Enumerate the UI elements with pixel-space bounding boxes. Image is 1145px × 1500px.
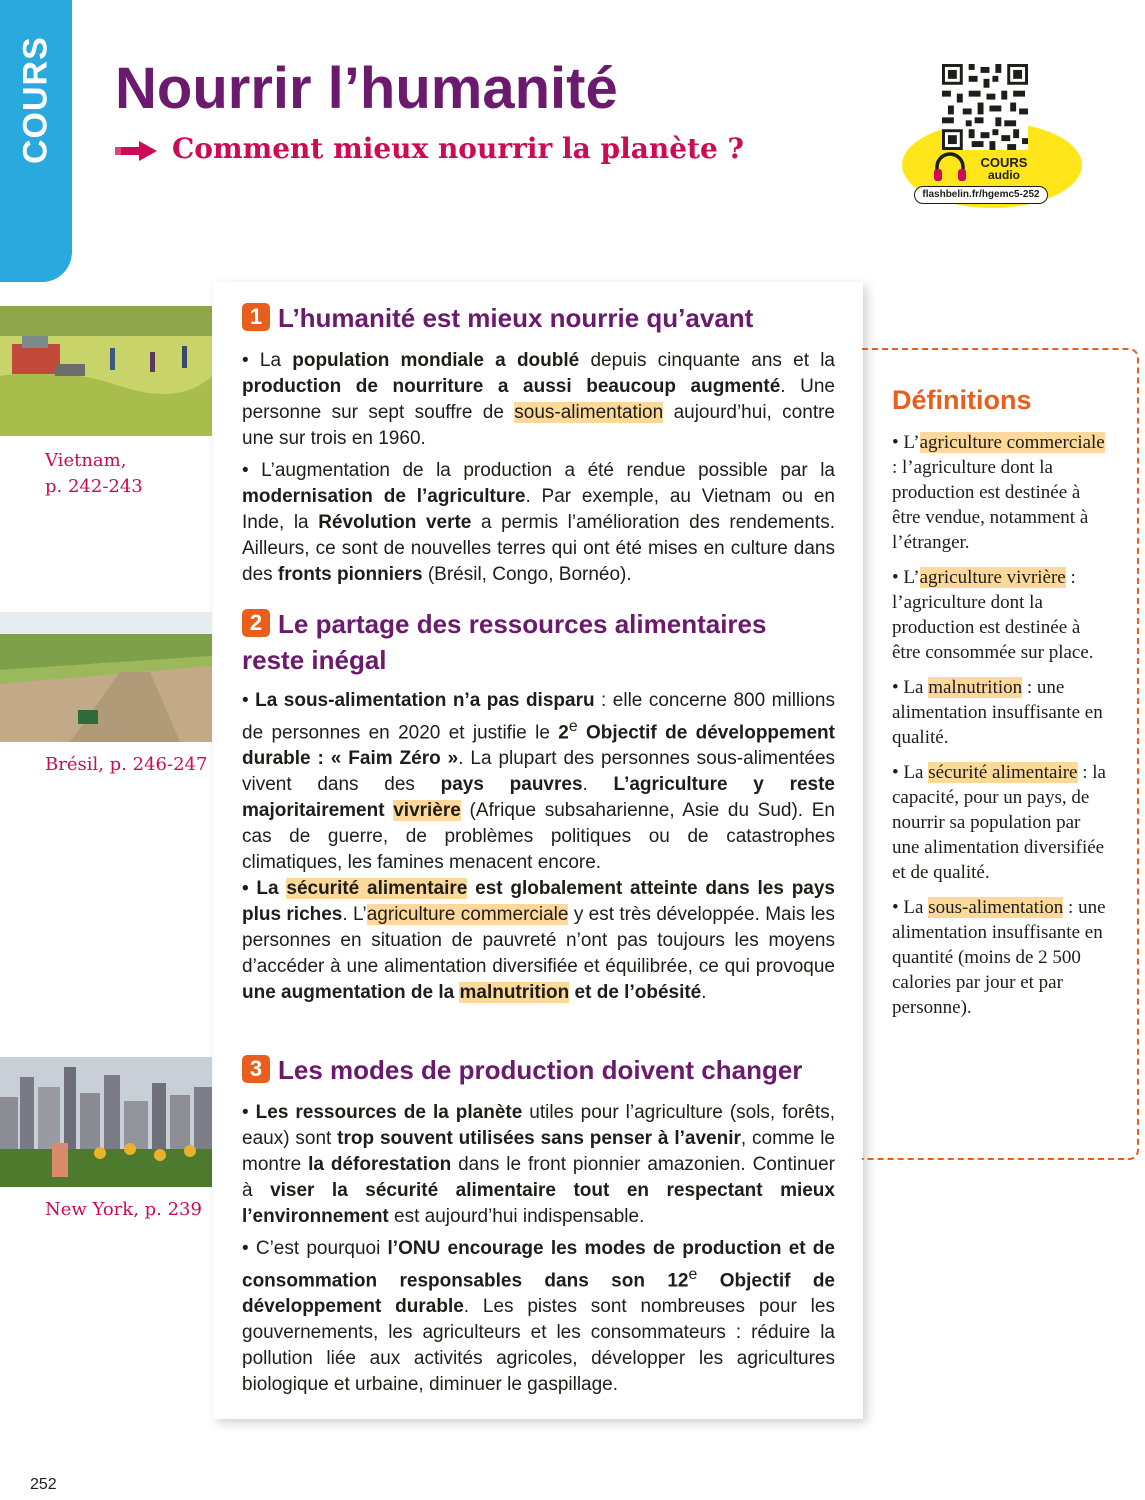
definitions-list <box>892 430 1112 1030</box>
section-2-title <box>242 606 842 678</box>
definition-term: sous-alimentation <box>928 897 1064 918</box>
term-malnutrition: malnutrition <box>459 982 570 1003</box>
section-3-title <box>242 1052 842 1088</box>
photo-newyork-urban-farm[interactable] <box>0 1057 212 1187</box>
page-subtitle: Comment mieux nourrir la planète ? <box>172 132 744 165</box>
section-2-title-line1: Le partage des ressources alimentaires <box>278 609 767 639</box>
term-agriculture-commerciale: agriculture commerciale <box>366 904 569 925</box>
audio-label-line1: COURS <box>980 155 1028 170</box>
definition-item: • La sécurité alimentaire : la capacité, pour un pays, de nourrir sa population par une alimentation diversifiée et de qualité. <box>892 762 1106 883</box>
section-2-number: 2 <box>242 609 270 637</box>
photo-bresil-field[interactable] <box>0 612 212 742</box>
definition-term: malnutrition <box>928 677 1023 698</box>
section-3-title-text: Les modes de production doivent changer <box>278 1055 803 1085</box>
audio-url-link[interactable]: flashbelin.fr/hgemc5-252 <box>914 186 1048 204</box>
section-3-paragraph-1: • Les ressources de la planète utiles pour l’agriculture (sols, forêts, eaux) sont trop souvent utilisées sans penser à l’avenir, comme le montre la déforestation dans le front pionnier amazonien. Continuer à viser la sécurité alimentaire tout en respectant mieux l’environnement est aujourd’hui indispensable. <box>242 1102 836 1227</box>
definition-term: sécurité alimentaire <box>928 762 1078 783</box>
photo-vietnam-rice-harvest[interactable] <box>0 306 212 436</box>
page-number: 252 <box>30 1476 57 1493</box>
definition-term: agriculture vivrière <box>919 567 1066 588</box>
section-1-number: 1 <box>242 303 270 331</box>
term-securite-alimentaire: sécurité alimentaire <box>286 878 468 899</box>
audio-label-line2: audio <box>988 168 1020 182</box>
audio-label <box>974 156 1034 182</box>
section-1-paragraph-1: • La population mondiale a doublé depuis cinquante ans et la production de nourriture a aussi beaucoup augmenté. Une personne sur sept souffre de sous-alimentation aujourd’hui, contre une sur trois en 1960. <box>242 350 835 449</box>
cours-tab <box>0 0 72 282</box>
section-3-number: 3 <box>242 1055 270 1083</box>
definition-term: agriculture commerciale <box>919 432 1105 453</box>
term-vivriere: vivrière <box>393 800 461 822</box>
section-1-paragraph-2: • L’augmentation de la production a été rendue possible par la modernisation de l’agriculture. Par exemple, au Vietnam ou en Inde, la Révolution verte a permis l’amélioration des rendements. Ailleurs, ce sont de nouvelles terres qui ont été mises en culture dans des fronts pionniers (Brésil, Congo, Bornéo). <box>242 460 836 585</box>
qr-code-icon[interactable] <box>942 64 1028 150</box>
definition-item: • La sous-alimentation : une alimentation insuffisante en quantité (moins de 2 500 calories par jour et par personne). <box>892 897 1106 1018</box>
definition-item: • L’agriculture commerciale : l’agriculture dont la production est destinée à être vendue, notamment à l’étranger. <box>892 432 1105 553</box>
caption-bresil[interactable]: Brésil, p. 246-247 <box>45 754 208 775</box>
section-2-paragraph-1: • La sous-alimentation n’a pas disparu : elle concerne 800 millions de personnes en 2020 et justifie le 2e Objectif de développement durable : « Faim Zéro ». La plupart des personnes sous-alimentées vivent dans des pays pauvres. L’agriculture y reste majoritairement vivrière (Afrique subsaharienne, Asie du Sud). En cas de guerre, de problèmes politiques ou de catastrophes climatiques, les famines menacent encore. <box>242 690 836 874</box>
definition-item: • La malnutrition : une alimentation insuffisante en qualité. <box>892 677 1103 748</box>
section-2-title-line2: reste inégal <box>242 645 387 675</box>
section-2-paragraph-2: • La sécurité alimentaire est globalement atteinte dans les pays plus riches. L’agriculture commerciale y est très développée. Mais les personnes en situation de pauvreté n’ont pas toujours les moyens d’accéder à une alimentation diversifiée et équilibrée, ce qui provoque une augmentation de la malnutrition et de l’obésité. <box>242 878 835 1003</box>
section-3-paragraph-2: • C’est pourquoi l’ONU encourage les modes de production et de consommation responsables dans son 12e Objectif de développement durable. Les pistes sont nombreuses pour les gouvernements, les agriculteurs et les consommateurs : réduire la pollution liée aux activités agricoles, développer les agricultures biologique et urbaine, diminuer le gaspillage. <box>242 1238 835 1396</box>
definitions-title: Définitions <box>892 385 1032 415</box>
definition-item: • L’agriculture vivrière : l’agriculture dont la production est destinée à être consommée sur place. <box>892 567 1094 663</box>
cours-tab-label: COURS <box>16 36 55 164</box>
page-title: Nourrir l’humanité <box>115 56 618 121</box>
caption-newyork[interactable]: New York, p. 239 <box>45 1199 202 1220</box>
arrow-right-icon <box>113 140 159 162</box>
term-sous-alimentation: sous-alimentation <box>514 402 664 423</box>
caption-vietnam[interactable]: Vietnam, p. 242-243 <box>45 450 143 497</box>
section-1-title <box>242 300 842 336</box>
section-1-title-text: L’humanité est mieux nourrie qu’avant <box>278 303 754 333</box>
headphones-icon <box>932 152 968 182</box>
